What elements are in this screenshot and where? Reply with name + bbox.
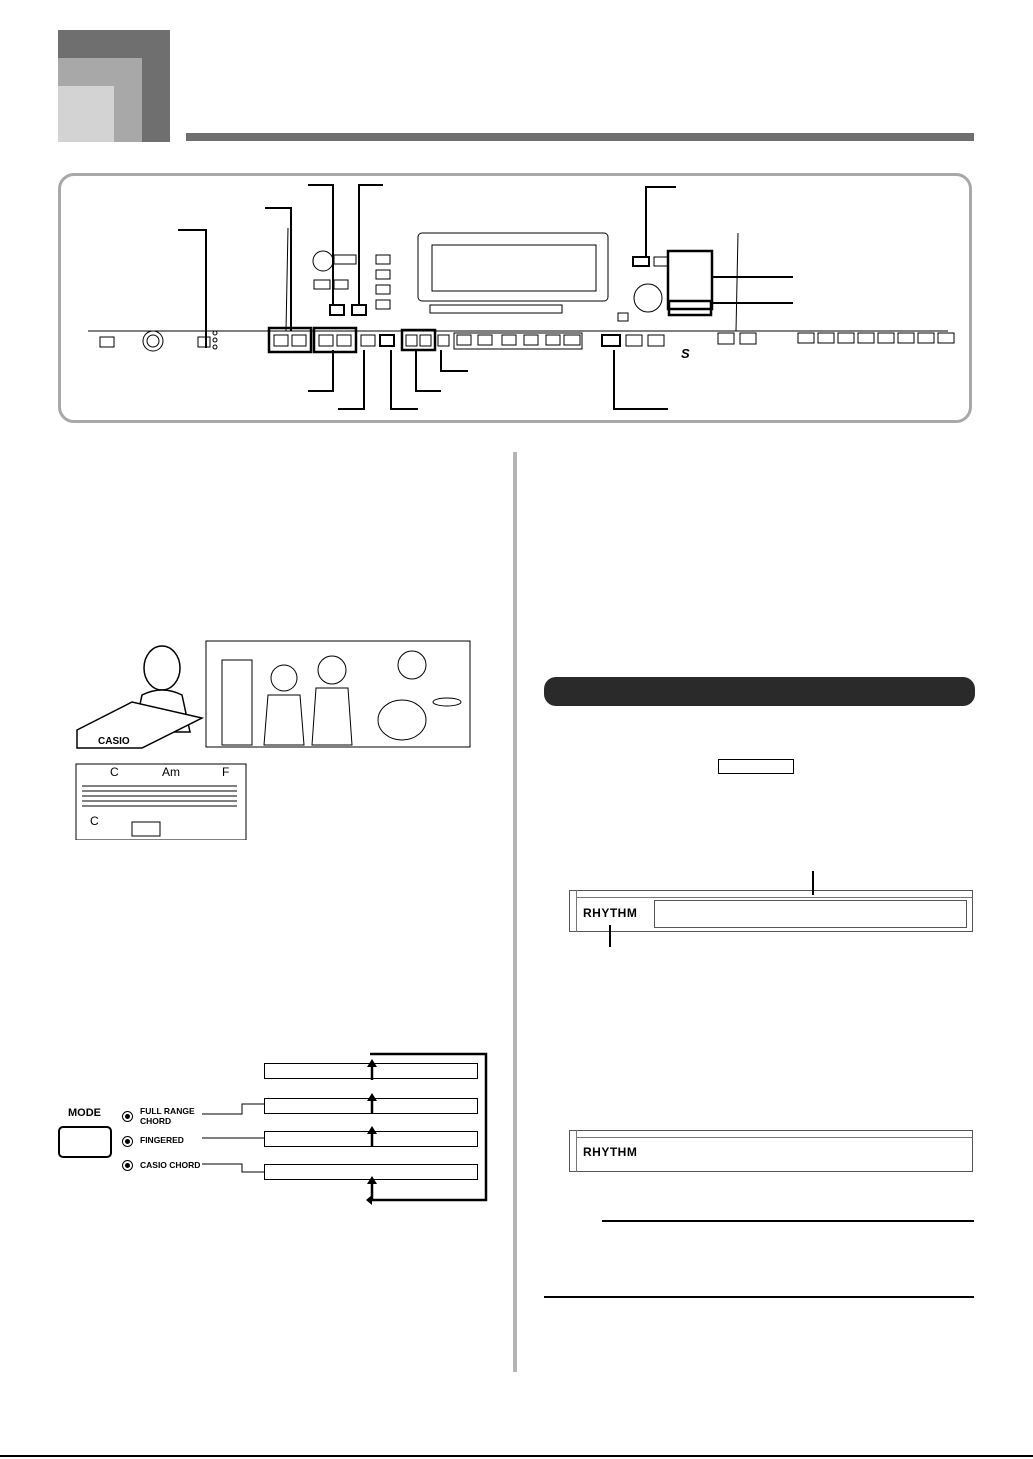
keyboard-panel [58,173,972,423]
full-range-label-2: CHORD [140,1116,172,1126]
section-heading-bar [544,677,975,706]
keyboard-drawing [58,173,972,423]
button-key-frame [718,759,794,774]
note-rule-bottom [544,1296,974,1298]
header-block-light [58,86,114,142]
rhythm-indicator-2: RHYTHM [583,1145,638,1159]
lcd-display-2 [569,1130,973,1172]
band-illustration [72,640,472,840]
column-divider [513,452,517,1372]
chord-am: Am [162,765,180,779]
note-rule-top [602,1220,974,1222]
mode-label: MODE [68,1107,101,1119]
led-casio-chord [122,1160,133,1171]
fingered-label: FINGERED [140,1135,184,1145]
chord-root: C [90,814,99,828]
chord-f: F [222,765,230,779]
full-range-label: FULL RANGE [140,1106,195,1116]
callout-top [812,871,814,895]
page-bottom-rule [0,1455,1033,1457]
brand-label: CASIO [98,736,130,747]
lcd-display-1 [569,890,973,932]
sd-logo: S [681,346,690,361]
lcd-text-area [654,900,967,928]
led-fingered [122,1136,133,1147]
mode-flow-arrows [190,1050,490,1210]
casio-chord-label: CASIO CHORD [140,1160,201,1170]
callout-bottom [609,925,611,947]
led-full-range-chord [122,1111,133,1122]
rhythm-indicator-1: RHYTHM [583,906,638,920]
mode-button[interactable] [58,1126,112,1158]
illustration [72,640,472,840]
chord-c-top: C [110,765,119,779]
header-rule [186,133,974,141]
